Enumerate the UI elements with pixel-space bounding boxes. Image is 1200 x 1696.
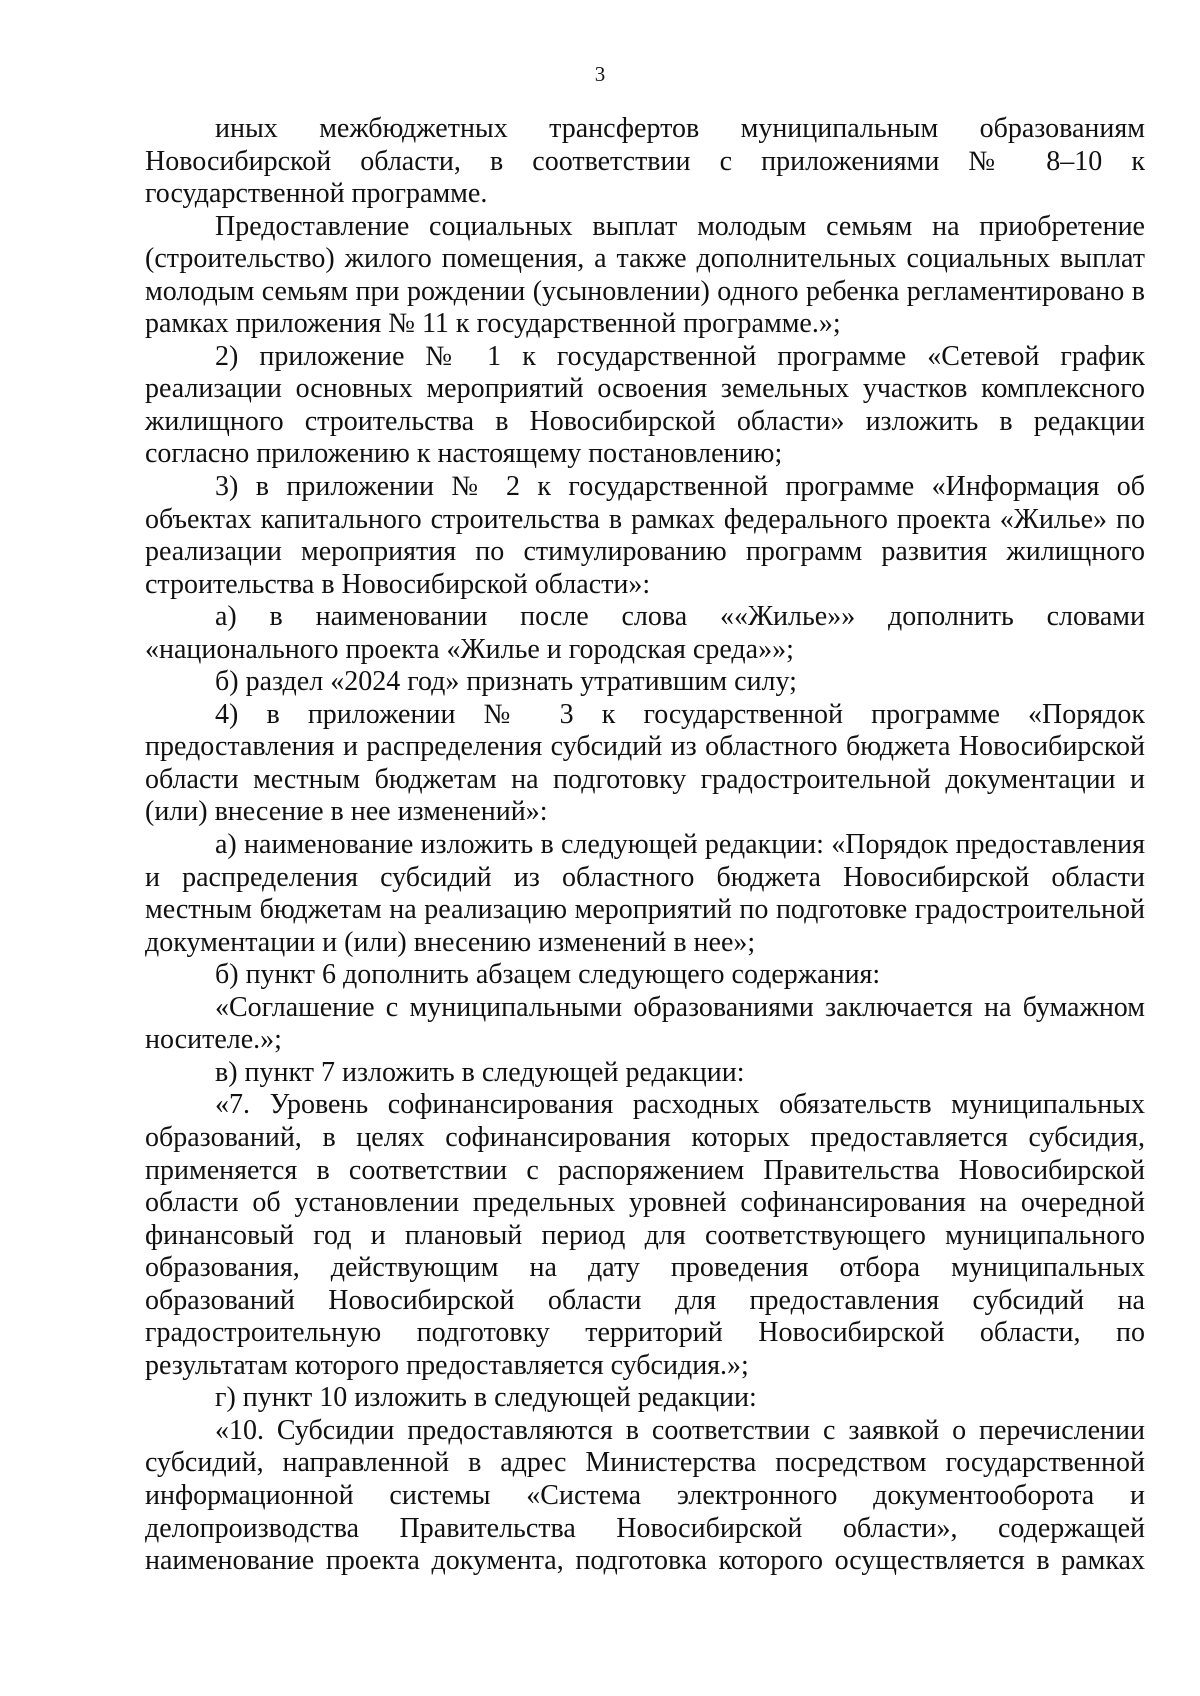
paragraph-young-families: Предоставление социальных выплат молодым семьям на приобретение (строительство) жилого помещения, а также дополнительных социальных выплат молодым семьям при рождении (усыновлении) одного ребенка регламентировано в рамках приложения № 11 к государственной программе.»; [145,210,1145,340]
paragraph-item-2: 2) приложение № 1 к государственной программе «Сетевой график реализации основных мероприятий освоения земельных участков комплексного жилищного строительства в Новосибирской области» изложить в редакции согласно приложению к настоящему постановлению; [145,340,1145,470]
paragraph-point-10-quote: «10. Субсидии предоставляются в соответствии с заявкой о перечислении субсидий, направленной в адрес Министерства посредством государственной информационной системы «Система электронного документооборота и делопроизводства Правительства Новосибирской области», содержащей наименование проекта документа, подготовка которого осуществляется в рамках [145,1414,1145,1577]
paragraph-item-3a: а) в наименовании после слова ««Жилье»» дополнить словами «национального проекта «Жилье и городская среда»»; [145,601,1145,665]
paragraph-item-3: 3) в приложении № 2 к государственной программе «Информация об объектах капитального строительства в рамках федерального проекта «Жилье» по реализации мероприятия по стимулированию программ развития жилищного строительства в Новосибирской области»: [145,471,1145,600]
paragraph-item-4: 4) в приложении № 3 к государственной программе «Порядок предоставления и распределения субсидий из областного бюджета Новосибирской области местным бюджетам на подготовку градостроительной документации и (или) внесение в нее изменений»: [145,698,1145,828]
paragraph-item-3b: б) раздел «2024 год» признать утратившим силу; [215,666,797,698]
paragraph-transfers-continuation: иных межбюджетных трансфертов муниципальным образованиям Новосибирской области, в соответствии с приложениями № 8–10 к государственной программе. [145,113,1145,210]
paragraph-item-4v: в) пункт 7 изложить в следующей редакции: [215,1056,745,1088]
paragraph-item-4a: а) наименование изложить в следующей редакции: «Порядок предоставления и распределения субсидий из областного бюджета Новосибирской области местным бюджетам на реализацию мероприятий по подготовке градостроительной документации и (или) внесению изменений в нее»; [145,829,1145,958]
paragraph-item-4b: б) пункт 6 дополнить абзацем следующего содержания: [215,959,881,991]
document-body [145,113,1145,1578]
paragraph-agreement-quote: «Соглашение с муниципальными образованиями заключается на бумажном носителе.»; [145,991,1145,1056]
paragraph-item-4g: г) пункт 10 изложить в следующей редакции: [215,1382,757,1414]
paragraph-point-7-quote: «7. Уровень софинансирования расходных обязательств муниципальных образований, в целях софинансирования которых предоставляется субсидия, применяется в соответствии с распоряжением Правительства Новосибирской области об установлении предельных уровней софинансирования на очередной финансовый год и плановый период для соответствующего муниципального образования, действующим на дату проведения отбора муниципальных образований Новосибирской области для предоставления субсидий на градостроительную подготовку территорий Новосибирской области, по результатам которого предоставляется субсидия.»; [145,1089,1145,1381]
page-number: 3 [594,62,606,86]
